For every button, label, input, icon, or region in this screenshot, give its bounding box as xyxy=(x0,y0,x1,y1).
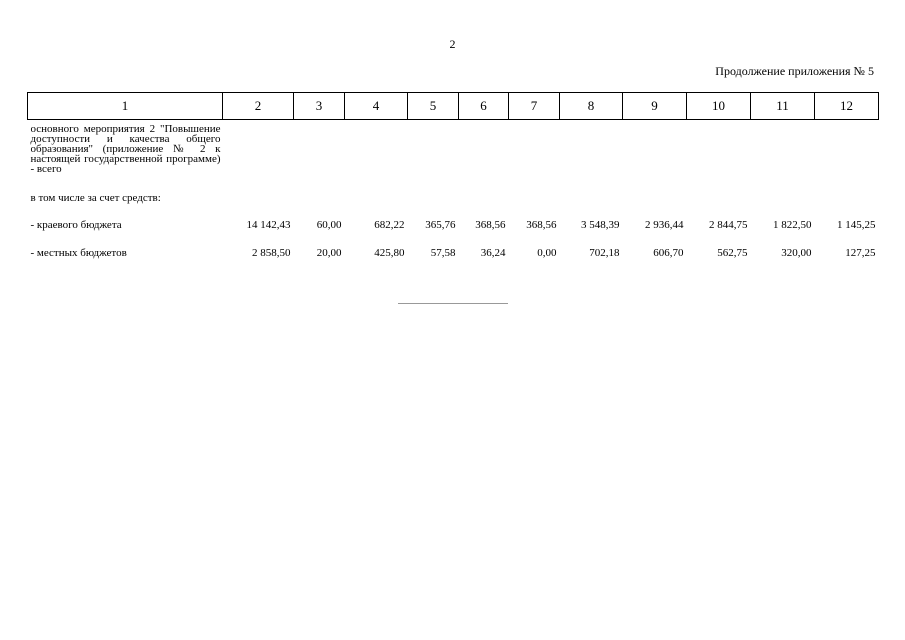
end-divider-line xyxy=(398,303,508,304)
column-header: 3 xyxy=(294,93,345,120)
appendix-continuation-heading: Продолжение приложения № 5 xyxy=(715,64,874,78)
table-cell: 702,18 xyxy=(589,247,620,259)
row-label: в том числе за счет средств: xyxy=(30,192,161,204)
table-cell: 20,00 xyxy=(316,247,342,259)
table-cell: 425,80 xyxy=(374,247,405,259)
table-cell: 2 844,75 xyxy=(709,219,748,231)
table-cell: 320,00 xyxy=(781,247,812,259)
table-cell: 2 936,44 xyxy=(645,219,684,231)
table-row xyxy=(28,241,879,267)
column-header: 11 xyxy=(751,93,815,120)
table-cell: 3 548,39 xyxy=(581,219,620,231)
column-header: 5 xyxy=(408,93,459,120)
column-header: 4 xyxy=(345,93,408,120)
column-header: 9 xyxy=(623,93,687,120)
table-header-row xyxy=(28,93,879,120)
table-cell: 36,24 xyxy=(480,247,506,259)
table-cell: 60,00 xyxy=(316,219,342,231)
column-header: 1 xyxy=(28,93,223,120)
table-row xyxy=(28,186,879,213)
table-cell: 1 822,50 xyxy=(773,219,812,231)
column-header: 10 xyxy=(687,93,751,120)
column-header: 2 xyxy=(223,93,294,120)
column-header: 12 xyxy=(815,93,879,120)
table-cell: 0,00 xyxy=(537,247,557,259)
row-label: основного мероприятия 2 "Повышение доступности и качества общего образования" (приложение № 2 к настоящей государственной программе) - всего xyxy=(30,123,221,175)
table-cell: 2 858,50 xyxy=(252,247,291,259)
budget-table xyxy=(27,92,879,267)
page-number: 2 xyxy=(449,37,456,51)
table-cell: 14 142,43 xyxy=(246,219,291,231)
column-header: 6 xyxy=(459,93,509,120)
table-cell: 365,76 xyxy=(425,219,456,231)
table-cell: 562,75 xyxy=(717,247,748,259)
table-cell: 606,70 xyxy=(653,247,684,259)
table-cell: 368,56 xyxy=(475,219,506,231)
table-row xyxy=(28,120,879,187)
row-label: - краевого бюджета xyxy=(30,219,122,231)
table-cell: 368,56 xyxy=(526,219,557,231)
table-cell: 682,22 xyxy=(374,219,405,231)
table-cell: 57,58 xyxy=(430,247,456,259)
column-header: 8 xyxy=(560,93,623,120)
table-row xyxy=(28,213,879,241)
table-cell: 1 145,25 xyxy=(837,219,876,231)
row-label: - местных бюджетов xyxy=(30,247,127,259)
column-header: 7 xyxy=(509,93,560,120)
table-cell: 127,25 xyxy=(845,247,876,259)
